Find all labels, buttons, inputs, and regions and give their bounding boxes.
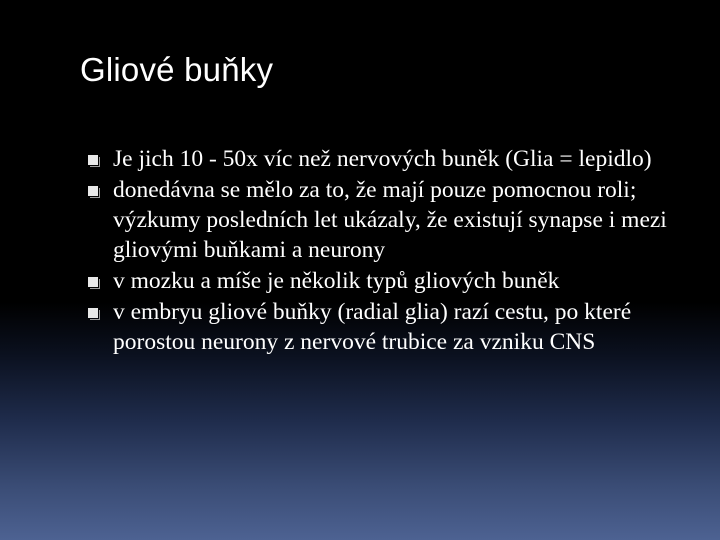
bullet-text: donedávna se mělo za to, že mají pouze pomocnou roli; výzkumy posledních let ukázaly, že existují synapse i mezi gliovými buňkami a neurony bbox=[113, 177, 667, 263]
bullet-item bbox=[84, 175, 684, 265]
slide-title: Gliové buňky bbox=[80, 51, 274, 88]
square-bullet-icon bbox=[88, 277, 98, 287]
square-bullet-icon bbox=[88, 308, 98, 318]
bullet-item bbox=[84, 144, 684, 174]
bullet-text: Je jich 10 - 50x víc než nervových buněk (Glia = lepidlo) bbox=[113, 146, 652, 172]
bullet-text: v mozku a míše je několik typů gliových buněk bbox=[113, 268, 560, 294]
bullet-text: v embryu gliové buňky (radial glia) razí cestu, po které porostou neurony z nervové trubice za vzniku CNS bbox=[113, 299, 632, 355]
bullet-item bbox=[84, 297, 684, 357]
bullet-list bbox=[84, 144, 684, 358]
square-bullet-icon bbox=[88, 155, 98, 165]
bullet-item bbox=[84, 266, 684, 296]
square-bullet-icon bbox=[88, 186, 98, 196]
